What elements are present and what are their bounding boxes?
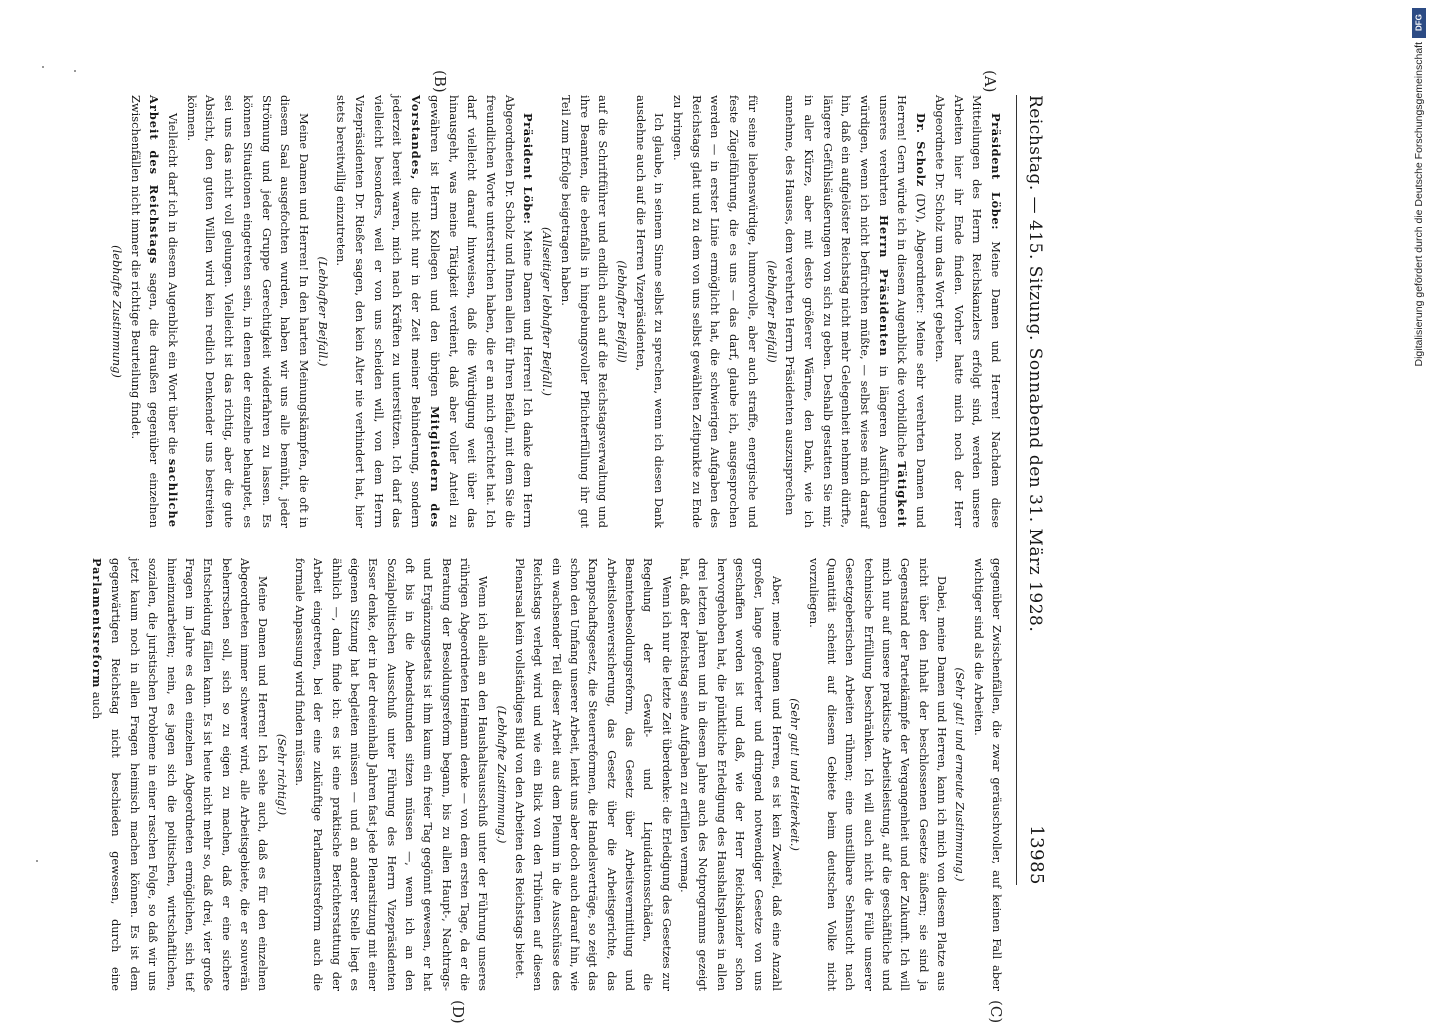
applause-note: (Lebhafte Zustimmung.)	[494, 705, 508, 844]
speaker-name: Präsident Löbe:	[521, 113, 536, 225]
paragraph: Meine Damen und Herren! In den harten Meinungskämpfen, die oft in diesem Saal ausgefochten wurden, haben wir uns alle bemüht, jeder Strömung und jeder Gruppe Gerechtigkeit widerfahren zu lassen. Es können Situationen eingetreten sein, in denen der einzelne behauptet, es sei uns das nicht voll gelungen. Vielleicht ist das richtig, aber die gute Absicht, den guten Willen wird kein redlich Denkender uns bestreiten können.	[184, 95, 311, 528]
page-number: 13985	[1026, 825, 1047, 885]
margin-mark-b: (B)	[431, 70, 449, 93]
header-left: Reichstag. — 415. Sitzung.	[1025, 95, 1045, 341]
paragraph: Wenn ich nur die letzte Zeit überdenke: die Erledigung des Gesetzes zur Regelung der Gewalt- und Liquidationsschäden, die Beamtenbesoldungsreform, das Gesetz über Arbeitsvermittlung und Arbeitslosenversicherung, das Gesetz über die Arbeitsgerichte, das Knappschaftsgesetz, die Steuerreformen, die Handelsverträge, so zeigt das schon den Umfang unserer Arbeit, lenkt uns aber doch auch darauf hin, wie ein wachsender Teil dieser Arbeit aus dem Plenum in die Ausschüsse des Reichstags verlegt wird und wie ein Blick von den Tribünen auf diesen Plenarsaal kein vollständiges Bild von den Arbeiten des Reichstags bietet.	[513, 558, 673, 991]
applause-note: (Allseitiger lebhafter Beifall.)	[540, 226, 555, 397]
paragraph: Wenn ich allein an den Haushaltsausschuß unter der Führung unseres rührigen Abgeordneten Heimann denke — von dem ersten Tage, da er die Beratung der Besoldungsreform begann, bis zu allen Haupt-, Nachtrags- und Ergänzungsetats ist ihm kaum ein freier Tag gegönnt gewesen, er hat oft bis in die Abendstunden sitzen müssen —, wenn ich an den Sozialpolitischen Ausschuß unter Führung des Herrn Vizepräsidenten Esser denke, der in der dreieinhalb Jahren fast jede Plenarsitzung mit einer eigenen Sitzung hat begleiten müssen — und an anderer Stelle liegt es ähnlich —, dann finde ich: es ist eine praktische Berichterstattung der Arbeit eingetreten, bei der eine zukünftige Parlamentsreform auch die formale Anpassung wird finden müssen.	[292, 558, 490, 991]
emphasis: Tätigkeit	[895, 461, 910, 528]
scan-speck	[42, 66, 44, 68]
applause-note: (Sehr gut! und erneute Zustimmung.)	[953, 667, 967, 882]
applause-note: (lebhafter Beifall)	[764, 260, 779, 363]
paragraph-text: auch	[90, 691, 104, 720]
margin-mark-c: (C)	[987, 1000, 1005, 1024]
left-column	[107, 95, 1005, 528]
applause-note: (lebhafter Beifall)	[614, 260, 629, 363]
paragraph	[332, 95, 538, 528]
paragraph-text: Meine Damen und Herren! Ich sehe auch, daß es für den einzelnen Abgeordneten immer schwerer wird, alle Arbeitsgebiete, die er souverän beherrschen soll, sich so zu eigen zu machen, daß er eine sichere Entscheidung fällen kann. Es ist heute nicht mehr so, daß drei, vier große Fragen im Jahre es den einzelnen Abgeordneten ermöglichen, sich tief hineinzuarbeiten; nein, es jagen sich die politischen, wirtschaftlichen, sozialen, die juristischen Probleme in einer raschen Folge, so daß wir uns jetzt kaum noch in allen Fragen heimisch machen können. Es ist dem gegenwärtigen Reichstag nicht beschieden gewesen, durch eine	[109, 558, 270, 991]
applause-note: (Sehr gut! und Heiterkeit.)	[788, 698, 802, 851]
paragraph: für seine liebenswürdige, humorvolle, aber auch straffe, energische und feste Zügelführung, die es uns — das darf, glaube ich, ausgesprochen werden — in erster Linie ermöglicht hat, die schwierigen Aufgaben des Reichstags glatt und zu dem von uns selbst gewählten Zeitpunkte zu Ende zu bringen.	[671, 95, 760, 528]
paragraph-text: in längeren Ausführungen würdigen, wenn ich nicht befürchten müßte, — selbst wiese mich darauf hin, daß ein aufgelöster Reichstag nicht mehr Gelegenheit nehmen dürfte, längere Gefühlsäußerungen von sich zu geben. Deshalb gestatten Sie mir, in aller Kürze, aber mit desto größerer Wärme, den Dank, wie ich annehme, des Hauses, dem verehrten Herrn Präsidenten auszusprechen	[783, 95, 891, 529]
paragraph: Aber, meine Damen und Herren, es ist kein Zweifel, daß eine Anzahl großer, lange geforderter und dringend notwendiger Gesetze von uns geschaffen worden ist und daß, wie der Herr Reichskanzler schon hervorgehoben hat, die pünktliche Erledigung des Haushaltsplanes in allen drei letzten Jahren und in diesem Jahre auch des Notprogramms gezeigt hat, daß der Reichstag seine Aufgaben zu erfüllen vermag.	[678, 558, 783, 991]
paragraph	[781, 95, 931, 528]
paragraph-text: sagen, die draußen gegenüber einzelnen Zwischenfällen nicht immer die richtige Beurteilung findet.	[128, 95, 162, 528]
header-center: Sonnabend den 31. März 1928.	[1025, 347, 1045, 633]
applause-note: (Lebhafter Beifall.)	[315, 256, 330, 367]
applause-note: (lebhafte Zustimmung)	[109, 245, 124, 378]
emphasis: sachliche Arbeit des Reichstags	[147, 95, 181, 528]
paragraph-text: (DV), Abgeordneter: Meine sehr verehrten Damen und Herren! Gern würde ich in diesem Augenblick die vorbildliche	[895, 95, 929, 528]
emphasis: Mitgliedern des Vorstandes,	[409, 95, 442, 529]
emphasis: Herrn Präsidenten	[876, 215, 891, 357]
scan-speck	[74, 70, 76, 72]
paragraph	[87, 558, 271, 991]
header-rule	[1016, 95, 1017, 885]
paragraph: auf die Schriftführer und endlich auch auf die Reichstagsverwaltung und ihre Beamten, die ebenfalls in hingebungsvoller Pflichterfüllung ihr gut Teil zum Erfolge beigetragen haben.	[558, 95, 611, 528]
paragraph: Ich glaube, in seinem Sinne selbst zu sprechen, wenn ich diesen Dank ausdehne auch auf die Herren Vizepräsidenten,	[633, 95, 667, 528]
speaker-name: Präsident Löbe:	[989, 113, 1003, 231]
applause-note: (Sehr richtig!)	[274, 733, 288, 816]
dfg-credit	[1412, 8, 1428, 988]
paragraph	[930, 95, 1005, 528]
paragraph-text: Meine Damen und Herren! Nachdem diese Mitteilungen des Herrn Reichskanzlers erfolgt sind, werden unsere Arbeiten hier ihr Ende finden. Vorher hatte mich noch der Herr Abgeordnete Dr. Scholz um das Wort gebeten.	[932, 95, 1003, 528]
margin-mark-d: (D)	[449, 1000, 467, 1024]
paragraph	[126, 95, 182, 528]
paragraph-text: Meine Damen und Herren! Ich danke dem Herrn Abgeordneten Dr. Scholz und Ihnen allen für Ihren Beifall, mit dem Sie die freundlichen Worte unterstrichen haben, die er an mich gerichtet hat. Ich darf vielleicht darauf hinweisen, daß die Würdigung weit über das hinausgeht, was meine Tätigkeit verdient, daß aber voller Anteil zu gewähren ist Herrn Kollegen und den übrigen	[427, 95, 536, 529]
margin-mark-a: (A)	[981, 70, 999, 93]
paragraph-text: Vielleicht darf ich in diesem Augenblick ein Wort über die	[166, 113, 181, 455]
credit-text: Digitalisierung gefördert durch die Deutsche Forschungsgemeinschaft	[1413, 42, 1425, 367]
emphasis: Parlamentsreform	[90, 558, 105, 689]
scan-speck	[36, 860, 38, 862]
paragraph: gegenüber Zwischenfällen, die zwar geräuschvoller, auf keinen Fall aber wichtiger sind als die Arbeiten.	[971, 558, 1003, 991]
running-head	[1019, 95, 1049, 885]
right-column	[87, 558, 1005, 991]
paragraph: Dabei, meine Damen und Herren, kann ich mich von diesem Platze aus nicht über den Inhalt der beschlossenen Gesetze äußern; sie sind ja Gegenstand der Parteikämpfe der Vergangenheit und der Zukunft. Ich will mich nur auf unsere praktische Arbeitsleistung, auf die geschäftliche und technische Erfüllung beschränken. Ich will auch nicht die Fülle unserer Gesetzgeberischen Arbeiten rühmen; eine unstillbare Sehnsucht nach Quantität scheint auf diesem Gebiete beim deutschen Volke nicht vorzuliegen.	[806, 558, 948, 991]
dfg-logo: DFG	[1412, 8, 1426, 38]
paragraph-text: unseres verehrten	[876, 95, 891, 207]
speaker-name: Dr. Scholz	[914, 113, 929, 187]
paragraph-text: die nicht nur in der Zeit meiner Behinderung, sondern jederzeit bereit waren, mich nach Kräften zu unterstützen. Ich darf das vielleicht besonders, weil er von uns scheiden will, von dem Herrn Vizepräsidenten Dr. Rießer sagen, den kein Alter nie verhindert hat, hier stets bereitwillig einzutreten.	[334, 95, 424, 528]
